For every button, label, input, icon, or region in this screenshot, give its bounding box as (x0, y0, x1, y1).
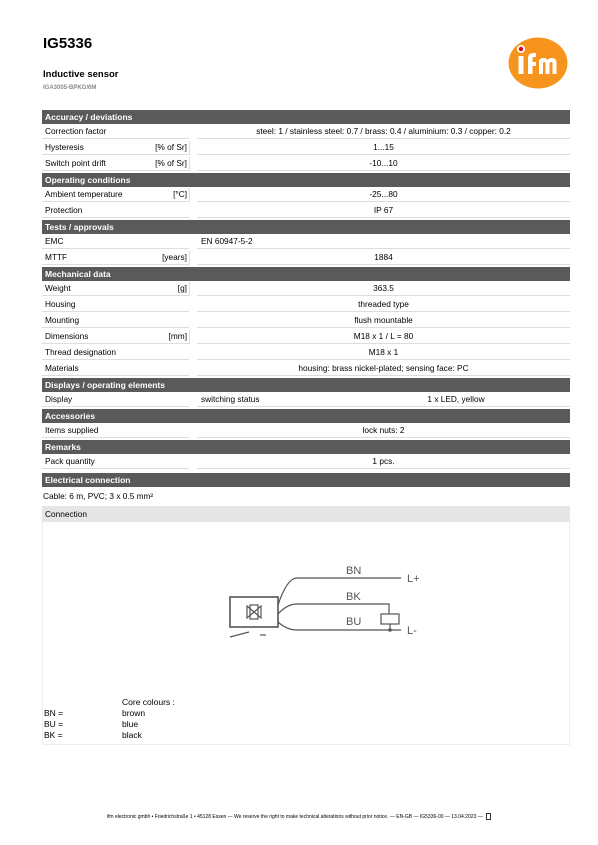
row-value: -10...10 (369, 158, 398, 168)
row-emc (42, 234, 570, 250)
section-tests-header: Tests / approvals (42, 219, 570, 234)
row-thread-designation (42, 345, 570, 361)
cable-spec: Cable: 6 m, PVC; 3 x 0.5 mm² (43, 491, 154, 501)
row-switch-point-drift (42, 156, 570, 172)
core-colours-title: Core colours : (122, 697, 175, 707)
row-unit: [mm] (168, 331, 187, 341)
row-label: Pack quantity (45, 456, 95, 466)
row-label: Thread designation (45, 347, 117, 357)
row-label: Display (45, 394, 73, 404)
row-value-secondary: 1 x LED, yellow (427, 394, 485, 404)
page-marker-icon (486, 813, 491, 820)
row-value: 1884 (374, 252, 393, 262)
core-colour-bn: brown (122, 708, 146, 718)
connection-header: Connection (42, 506, 570, 522)
core-colour-bk: black (122, 730, 142, 740)
row-items-supplied (42, 423, 570, 439)
row-value: 363.5 (373, 283, 394, 293)
core-code-bu: BU = (44, 719, 64, 729)
row-label: Materials (45, 363, 79, 373)
section-displays-header: Displays / operating elements (42, 377, 570, 392)
row-mounting (42, 313, 570, 329)
row-label: Correction factor (45, 126, 107, 136)
row-materials (42, 361, 570, 377)
row-value: steel: 1 / stainless steel: 0.7 / brass: 0.4 / aluminium: 0.3 / copper: 0.2 (256, 126, 511, 136)
section-operating-header: Operating conditions (42, 172, 570, 187)
row-label: Weight (45, 283, 71, 293)
article-number: IGA3005-BPKG/6M (43, 85, 97, 91)
row-unit: [°C] (173, 189, 187, 199)
datasheet-table (42, 109, 570, 745)
row-value: M18 x 1 / L = 80 (353, 331, 414, 341)
footer-text: ifm electronic gmbh • Friedrichstraße 1 • 45128 Essen — We reserve the right to make technical alterations without prior notice. — EN-GB — IG5336-00 — 13.04.2023 — (106, 813, 483, 820)
row-label: Switch point drift (45, 158, 106, 168)
row-value: M18 x 1 (368, 347, 399, 357)
row-label: MTTF (45, 252, 68, 262)
row-unit: [g] (177, 283, 187, 293)
row-unit: [years] (162, 252, 187, 262)
row-label: Mounting (45, 315, 80, 325)
ifm-logo (508, 37, 568, 89)
section-remarks-header: Remarks (42, 439, 570, 454)
row-unit: [% of Sr] (155, 142, 187, 152)
row-label: EMC (45, 236, 64, 246)
page-footer (0, 813, 598, 820)
section-mechanical-header: Mechanical data (42, 266, 570, 281)
row-ambient-temperature (42, 187, 570, 203)
row-value: flush mountable (354, 315, 413, 325)
row-correction-factor (42, 124, 570, 140)
row-value: housing: brass nickel-plated; sensing face: PC (298, 363, 469, 373)
core-code-bn: BN = (44, 708, 64, 718)
row-value: threaded type (358, 299, 409, 309)
row-label: Items supplied (45, 425, 99, 435)
row-mttf (42, 250, 570, 266)
wire-label-bu: BU (346, 616, 362, 628)
row-value: lock nuts: 2 (362, 425, 405, 435)
wiring-diagram (229, 562, 429, 647)
row-display (42, 392, 570, 408)
product-title: IG5336 (43, 35, 93, 52)
row-pack-quantity (42, 454, 570, 470)
wire-label-bn: BN (346, 565, 362, 577)
row-value: EN 60947-5-2 (201, 236, 253, 246)
row-label: Housing (45, 299, 76, 309)
row-value: -25...80 (369, 189, 398, 199)
row-protection (42, 203, 570, 219)
row-unit: [% of Sr] (155, 158, 187, 168)
terminal-l-plus: L+ (407, 573, 420, 585)
row-label: Dimensions (45, 331, 89, 341)
row-value: 1 pcs. (372, 456, 395, 466)
row-hysteresis (42, 140, 570, 156)
row-value: IP 67 (373, 205, 394, 215)
row-housing (42, 297, 570, 313)
section-accuracy-header: Accuracy / deviations (42, 109, 570, 124)
wire-label-bk: BK (346, 591, 361, 603)
section-accessories-header: Accessories (42, 408, 570, 423)
row-label: Protection (45, 205, 83, 215)
section-electrical-header: Electrical connection (42, 472, 570, 487)
row-dimensions (42, 329, 570, 345)
core-colour-bu: blue (122, 719, 139, 729)
row-value: switching status (201, 394, 260, 404)
row-label: Hysteresis (45, 142, 84, 152)
connection-diagram-box (42, 522, 570, 745)
row-value: 1...15 (373, 142, 394, 152)
row-weight (42, 281, 570, 297)
terminal-l-minus: L- (407, 625, 417, 637)
product-subtitle: Inductive sensor (43, 69, 119, 80)
row-label: Ambient temperature (45, 189, 123, 199)
core-code-bk: BK = (44, 730, 63, 740)
